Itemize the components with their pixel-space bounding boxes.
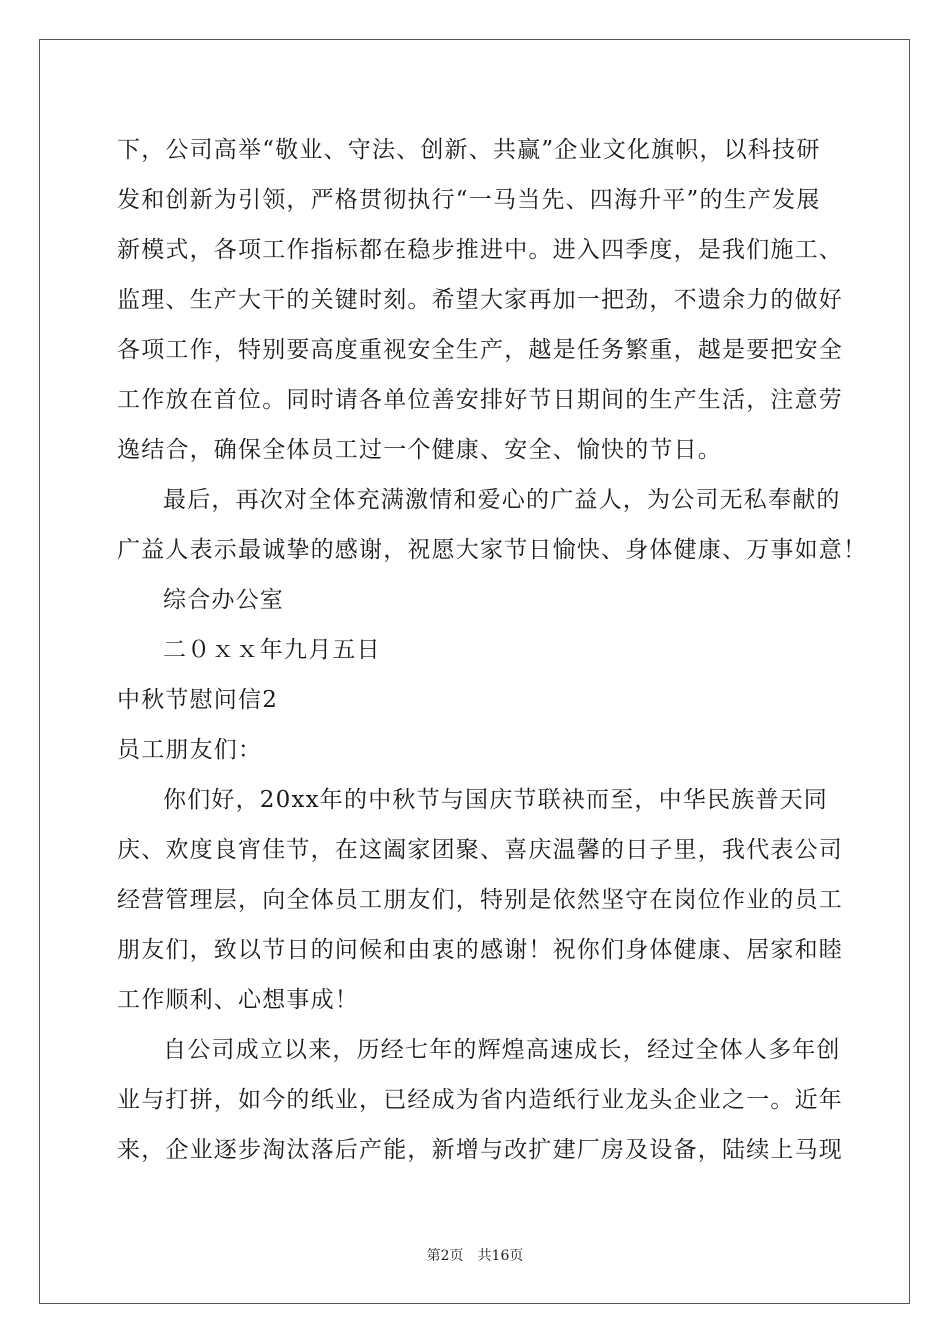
text-line: 自公司成立以来，历经七年的辉煌高速成长，经过全体人多年创 — [163, 1037, 841, 1063]
text-line: 经营管理层，向全体员工朋友们，特别是依然坚守在岗位作业的员工 — [117, 887, 843, 913]
page-number: 第2页 — [426, 1248, 464, 1264]
text-line: 逸结合，确保全体员工过一个健康、安全、愉快的节日。 — [117, 437, 722, 463]
text-line: 新模式，各项工作指标都在稳步推进中。进入四季度，是我们施工、 — [117, 237, 843, 263]
text-line: 朋友们，致以节日的问候和由衷的感谢！祝你们身体健康、居家和睦 — [117, 937, 843, 963]
text-line: 综合办公室 — [163, 587, 284, 613]
page-footer — [0, 1246, 950, 1266]
text-line: 庆、欢度良宵佳节，在这阖家团聚、喜庆温馨的日子里，我代表公司 — [117, 837, 843, 863]
text-line: 工作顺利、心想事成！ — [117, 987, 359, 1013]
text-line: 工作放在首位。同时请各单位善安排好节日期间的生产生活，注意劳 — [117, 387, 843, 413]
text-line: 发和创新为引领，严格贯彻执行“一马当先、四海升平”的生产发展 — [117, 187, 821, 213]
text-line: 最后，再次对全体充满激情和爱心的广益人，为公司无私奉献的 — [163, 487, 841, 513]
text-line: 中秋节慰问信2 — [117, 687, 279, 713]
text-line: 各项工作，特别要高度重视安全生产，越是任务繁重，越是要把安全 — [117, 337, 843, 363]
text-line: 来，企业逐步淘汰落后产能，新增与改扩建厂房及设备，陆续上马现 — [117, 1137, 843, 1163]
document-body — [117, 125, 868, 1175]
text-line: 你们好，20xx年的中秋节与国庆节联袂而至，中华民族普天同 — [163, 787, 829, 813]
text-line: 监理、生产大干的关键时刻。希望大家再加一把劲，不遗余力的做好 — [117, 287, 843, 313]
text-line: 业与打拼，如今的纸业，已经成为省内造纸行业龙头企业之一。近年 — [117, 1087, 843, 1113]
page-total: 共16页 — [477, 1248, 524, 1264]
text-line: 广益人表示最诚挚的感谢，祝愿大家节日愉快、身体健康、万事如意！ — [117, 537, 868, 563]
text-line: 下，公司高举“敬业、守法、创新、共赢”企业文化旗帜，以科技研 — [117, 137, 821, 163]
text-line: 员工朋友们： — [117, 737, 263, 763]
text-line: 二０ｘｘ年九月五日 — [163, 637, 381, 663]
